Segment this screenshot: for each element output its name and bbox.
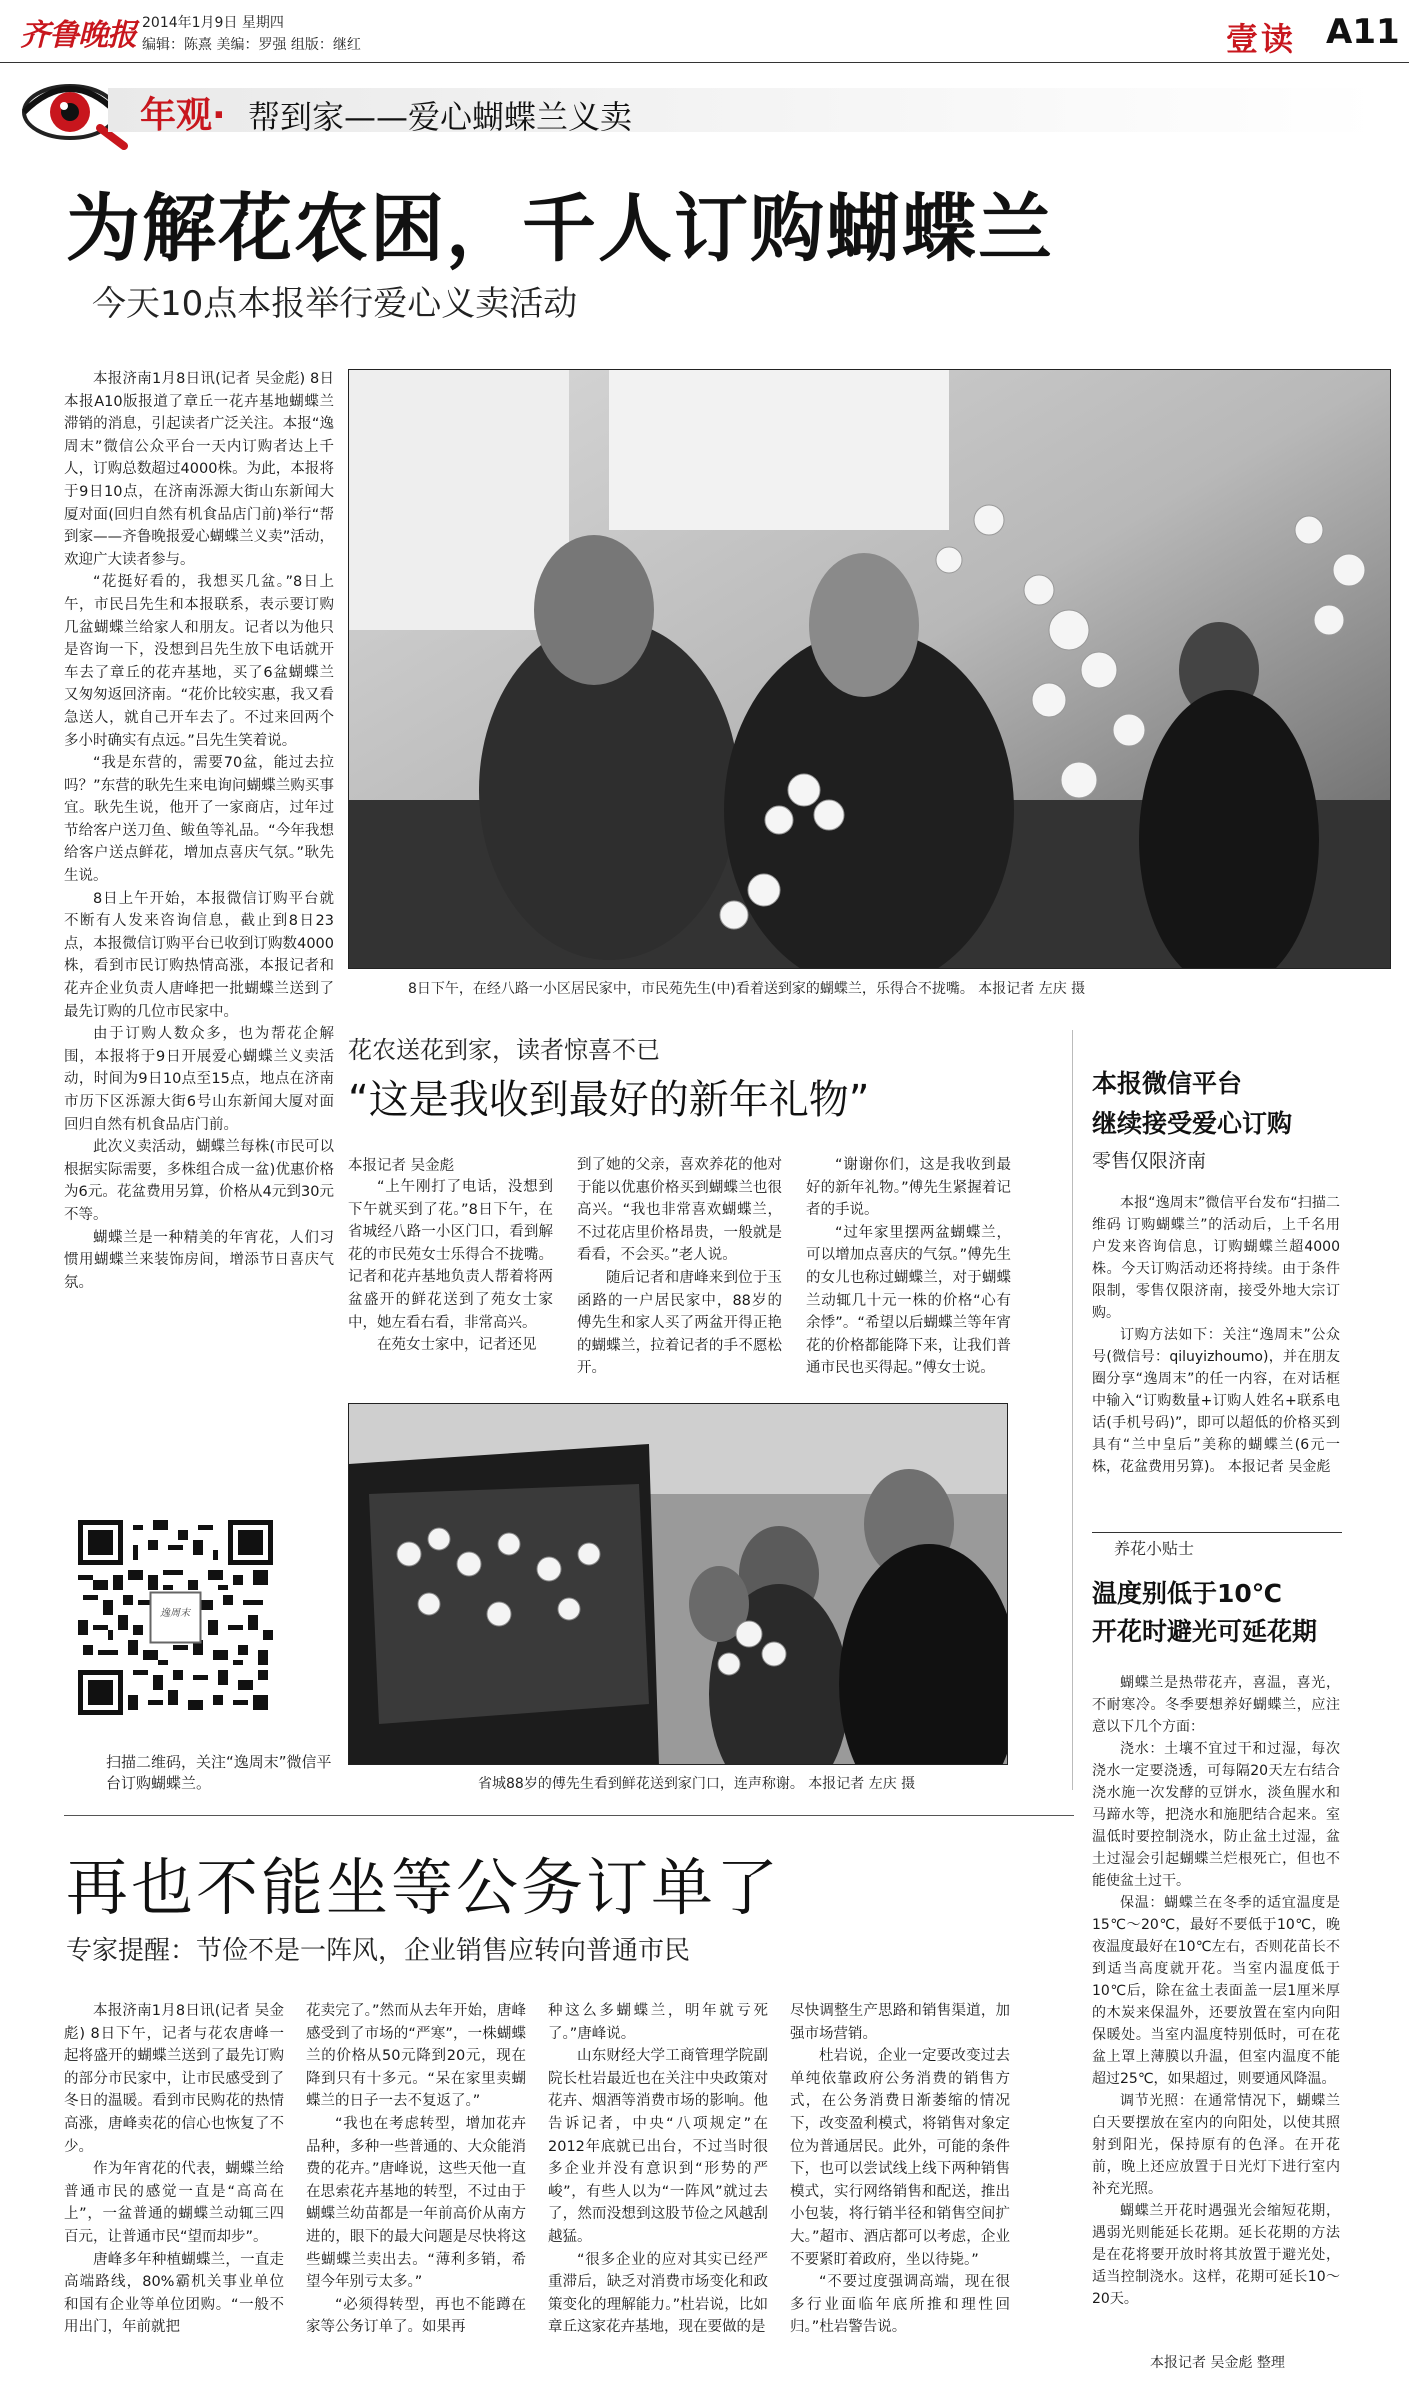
tips-paragraph: 保温：蝴蝶兰在冬季的适宜温度是15℃～20℃，最好不要低于10℃，晚夜温度最好在10℃左右，否则花苗长不到适当高度就开花。当室内温度低于10℃后，除在盆土表面盖一层1厘米厚的木炭来保温外，还要放置在室内向阳保暖处。当室内温度特别低时，可在花盆上罩上薄膜以升温，但室内温度不能超过25℃，如果超过，则要通风降温。 [1092, 1895, 1340, 2087]
second-paragraph: 种这么多蝴蝶兰，明年就亏死了。”唐峰说。 [548, 2003, 768, 2042]
second-paragraph: 杜岩说，企业一定要改变过去单纯依靠政府公务消费的销售方式，在公务消费日渐萎缩的情况下，改变盈利模式，将销售对象定位为普通居民。此外，可能的条件下，也可以尝试线上线下两种销售模式，实行网络销售和配送，推出小包装，将行销半径和销售空间扩大。”超市、酒店都可以考虑，企业不要紧盯着政府，坐以待毙。” [790, 2048, 1010, 2268]
lead-paragraph: “我是东营的，需要70盆，能过去拉吗？”东营的耿先生来电询问蝴蝶兰购买事宜。耿先生说，他开了一家商店，过年过节给客户送刀鱼、鲅鱼等礼品。“今年我想给客户送点鲜花，增加点喜庆气氛。”耿先生说。 [64, 755, 334, 885]
feature-paragraph: “过年家里摆两盆蝴蝶兰，可以增加点喜庆的气氛。”傅先生的女儿也称过蝴蝶兰，对于蝴蝶兰动辄几十元一株的价格“心有余悸”。“希望以后蝴蝶兰等年宵花的价格都能降下来，让我们普通市民也买得起。”傅女士说。 [806, 1224, 1011, 1377]
second-subhead: 专家提醒：节俭不是一阵风，企业销售应转向普通市民 [66, 1936, 691, 1966]
lead-subhead: 今天10点本报举行爱心义卖活动 [92, 284, 578, 324]
feature-paragraph: “谢谢你们，这是我收到最好的新年礼物。”傅先生紧握着记者的手说。 [806, 1157, 1011, 1219]
qr-code[interactable] [78, 1520, 273, 1715]
lead-paragraph: 由于订购人数众多，也为帮花企解围，本报将于9日开展爱心蝴蝶兰义卖活动，时间为9日10点至15点，地点在济南市历下区泺源大街6号山东新闻大厦对面回归自然有机食品店门前。 [64, 1026, 334, 1133]
tips-body [1092, 1672, 1340, 2358]
masthead-rule [0, 62, 1409, 63]
lead-paragraph: 8日上午开始，本报微信订购平台就不断有人发来咨询信息，截止到8日23点，本报微信订购平台已收到订购数4000株，看到市民订购热情高涨，本报记者和花卉企业负责人唐峰把一批蝴蝶兰送到了最先订购的几位市民家中。 [64, 890, 334, 1020]
lead-body [64, 368, 334, 1613]
feature-byline: 本报记者 吴金彪 [348, 1158, 455, 1174]
photo-main [348, 369, 1391, 969]
lead-paragraph: 此次义卖活动，蝴蝶兰每株(市民可以根据实际需要，多株组合成一盆)优惠价格为6元。花盆费用另算，价格从4元到30元不等。 [64, 1139, 334, 1223]
second-column-3 [548, 2000, 768, 2375]
page-number: A11 [1326, 12, 1400, 52]
lead-paragraph: 蝴蝶兰是一种精美的年宵花，人们习惯用蝴蝶兰来装饰房间，增添节日喜庆气氛。 [64, 1229, 334, 1291]
tips-paragraph: 调节光照：在通常情况下，蝴蝶兰白天要摆放在室内的向阳处，以使其照射到阳光，保持原有的色泽。在开花前，晚上还应放置于日光灯下进行室内补充光照。 [1092, 2093, 1340, 2197]
sidebar-paragraph: 订购方法如下：关注“逸周末”公众号(微信号：qiluyizhoumo)，并在朋友圈分享“逸周末”的任一内容，在对话框中输入“订购数量+订购人姓名+联系电话(手机号码)”，即可以超低的价格买到具有“兰中皇后”美称的蝴蝶兰(6元一株，花盆费用另算)。 本报记者 吴金彪 [1092, 1327, 1340, 1475]
second-headline: 再也不能坐等公务订单了 [66, 1851, 782, 1924]
second-column-1 [64, 2000, 284, 2375]
feature-headline: “这是我收到最好的新年礼物” [348, 1077, 870, 1123]
tips-title-line2: 开花时避光可延花期 [1092, 1617, 1318, 1646]
lead-paragraph: “花挺好看的，我想买几盆。”8日上午，市民吕先生和本报联系，表示要订购几盆蝴蝶兰给家人和朋友。记者以为他只是咨询一下，没想到吕先生放下电话就开车去了章丘的花卉基地，买了6盆蝴蝶兰又匆匆返回济南。“花价比较实惠，我又看急送人，就自己开车去了。不过来回两个多小时确实有点远。”吕先生笑着说。 [64, 574, 334, 749]
masthead [0, 0, 1409, 62]
feature-kicker: 花农送花到家，读者惊喜不已 [348, 1036, 660, 1064]
second-paragraph: “必须得转型，再也不能蹲在家等公务订单了。如果再 [306, 2296, 526, 2336]
tips-paragraph: 浇水：土壤不宜过干和过湿，每次浇水一定要浇透，可每隔20天左右结合浇水施一次发酵的豆饼水，淡鱼腥水和马蹄水等，把浇水和施肥结合起来。室温低时要控制浇水，防止盆土过湿，盆土过湿会引起蝴蝶兰烂根死亡，但也不能使盆土过干。 [1092, 1741, 1340, 1889]
lead-headline: 为解花农困，千人订购蝴蝶兰 [66, 186, 1054, 272]
qr-center-logo: 逸周末 [160, 1608, 190, 1619]
second-paragraph: 花卖完了。”然而从去年开始，唐峰感受到了市场的“严寒”，一株蝴蝶兰的价格从50元降到20元，现在降到只有十多元。“呆在家里卖蝴蝶兰的日子一去不复返了。” [306, 2003, 526, 2110]
second-paragraph: 山东财经大学工商管理学院副院长杜岩最近也在关注中央政策对花卉、烟酒等消费市场的影响。他告诉记者，中央“八项规定”在2012年底就已出台，不过当时很多企业并没有意识到“形势的严峻”，有些人以为“一阵风”就过去了，然而没想到这股节俭之风越刮越猛。 [548, 2048, 768, 2245]
feature-paragraph: “上午刚打了电话，没想到下午就买到了花。”8日下午，在省城经八路一小区门口，看到解花的市民苑女士乐得合不拢嘴。记者和花卉基地负责人帮着将两盆盛开的鲜花送到了苑女士家中，她左看右看，非常高兴。 [348, 1179, 553, 1331]
tips-paragraph: 蝴蝶兰开花时遇强光会缩短花期，遇弱光则能延长花期。延长花期的方法是在花将要开放时将其放置于避光处，适当控制浇水。这样，花期可延长10～20天。 [1092, 2203, 1340, 2307]
feature-column-2 [577, 1154, 782, 1404]
tips-byline: 本报记者 吴金彪 整理 [1150, 2355, 1285, 2371]
editors-line: 编辑：陈熹 美编：罗强 组版：继红 [142, 37, 361, 53]
photo-second [348, 1403, 1008, 1765]
section-name: 壹读 [1226, 20, 1297, 58]
tips-top-rule [1092, 1532, 1342, 1533]
second-paragraph: 唐峰多年种植蝴蝶兰，一直走高端路线，80%霸机关事业单位和国有企业等单位团购。“一般不用出门，年前就把 [64, 2251, 284, 2336]
tips-title-line1: 温度别低于10℃ [1092, 1579, 1283, 1608]
sidebar-paragraph: 本报“逸周末”微信平台发布“扫描二维码 订购蝴蝶兰”的活动后，上千名用户发来咨询信息，订购蝴蝶兰超4000株。今天订购活动还将持续。由于条件限制，零售仅限济南，接受外地大宗订购。 [1092, 1195, 1340, 1321]
sidebar-title-line2: 继续接受爱心订购 [1092, 1109, 1293, 1138]
feature-paragraph: 到了她的父亲，喜欢养花的他对于能以优惠价格买到蝴蝶兰也很高兴。“我也非常喜欢蝴蝶兰，不过花店里价格昂贵，一般就是看看，不会买。”老人说。 [577, 1157, 782, 1264]
feature-column-1 [348, 1176, 553, 1406]
second-paragraph: 尽快调整生产思路和销售渠道，加强市场营销。 [790, 2003, 1010, 2042]
newspaper-logo: 齐鲁晚报 [20, 18, 136, 53]
feature-paragraph: 随后记者和唐峰来到位于玉函路的一户居民家中，88岁的傅先生和家人买了两盆开得正艳的蝴蝶兰，拉着记者的手不愿松开。 [577, 1269, 782, 1377]
lead-paragraph: 本报济南1月8日讯(记者 吴金彪) 8日本报A10版报道了章丘一花卉基地蝴蝶兰滞销的消息，引起读者广泛关注。本报“逸周末”微信公众平台一天内订购者达上千人，订购总数超过4000株。为此，本报将于9日10点，在济南泺源大街山东新闻大厦对面(回归自然有机食品店门前)举行“帮到家——齐鲁晚报爱心蝴蝶兰义卖”活动，欢迎广大读者参与。 [64, 371, 334, 568]
tips-label: 养花小贴士 [1108, 1536, 1200, 1559]
tips-paragraph: 蝴蝶兰是热带花卉，喜温，喜光，不耐寒冷。冬季要想养好蝴蝶兰，应注意以下几个方面： [1092, 1675, 1340, 1735]
banner-tag: 年观· [140, 95, 226, 136]
second-paragraph: “很多企业的应对其实已经严重滞后，缺乏对消费市场变化和政策变化的理解能力。”杜岩说，比如章丘这家花卉基地，现在要做的是 [548, 2251, 768, 2336]
sidebar-subtitle: 零售仅限济南 [1092, 1150, 1207, 1172]
banner-title: 帮到家——爱心蝴蝶兰义卖 [248, 98, 633, 136]
rail-divider [1072, 1030, 1073, 1790]
sidebar-body [1092, 1192, 1340, 1532]
feature-column-3 [806, 1154, 1011, 1404]
banner [20, 70, 1390, 152]
second-paragraph: 作为年宵花的代表，蝴蝶兰给普通市民的感觉一直是“高高在上”，一盆普通的蝴蝶兰动辄三四百元，让普通市民“望而却步”。 [64, 2161, 284, 2245]
second-paragraph: “我也在考虑转型，增加花卉品种，多种一些普通的、大众能消费的花卉。”唐峰说，这些天他一直在思索花卉基地的转型，不过由于蝴蝶兰幼苗都是一年前高价从南方进的，眼下的最大问题是尽快将这些蝴蝶兰卖出去。“薄利多销，希望今年别亏太多。” [306, 2115, 526, 2291]
sidebar-title-line1: 本报微信平台 [1092, 1069, 1243, 1098]
second-story-rule [64, 1815, 1074, 1816]
photo-second-caption: 省城88岁的傅先生看到鲜花送到家门口，连声称谢。 本报记者 左庆 摄 [478, 1776, 916, 1792]
date-line: 2014年1月9日 星期四 [142, 15, 284, 31]
second-paragraph: 本报济南1月8日讯(记者 吴金彪) 8日下午，记者与花农唐峰一起将盛开的蝴蝶兰送到了最先订购的部分市民家中，让市民感受到了冬日的温暖。看到市民购花的热情高涨，唐峰卖花的信心也恢复了不少。 [64, 2003, 284, 2155]
qr-caption: 扫描二维码，关注“逸周末”微信平台订购蝴蝶兰。 [106, 1753, 332, 1792]
second-column-4 [790, 2000, 1010, 2375]
photo-main-caption: 8日下午，在经八路一小区居民家中，市民苑先生(中)看着送到家的蝴蝶兰，乐得合不拢嘴。 本报记者 左庆 摄 [408, 981, 1086, 997]
feature-paragraph: 在苑女士家中，记者还见 [377, 1337, 537, 1354]
second-paragraph: “不要过度强调高端，现在很多行业面临年底所推和理性回归。”杜岩警告说。 [790, 2274, 1010, 2336]
second-column-2 [306, 2000, 526, 2375]
